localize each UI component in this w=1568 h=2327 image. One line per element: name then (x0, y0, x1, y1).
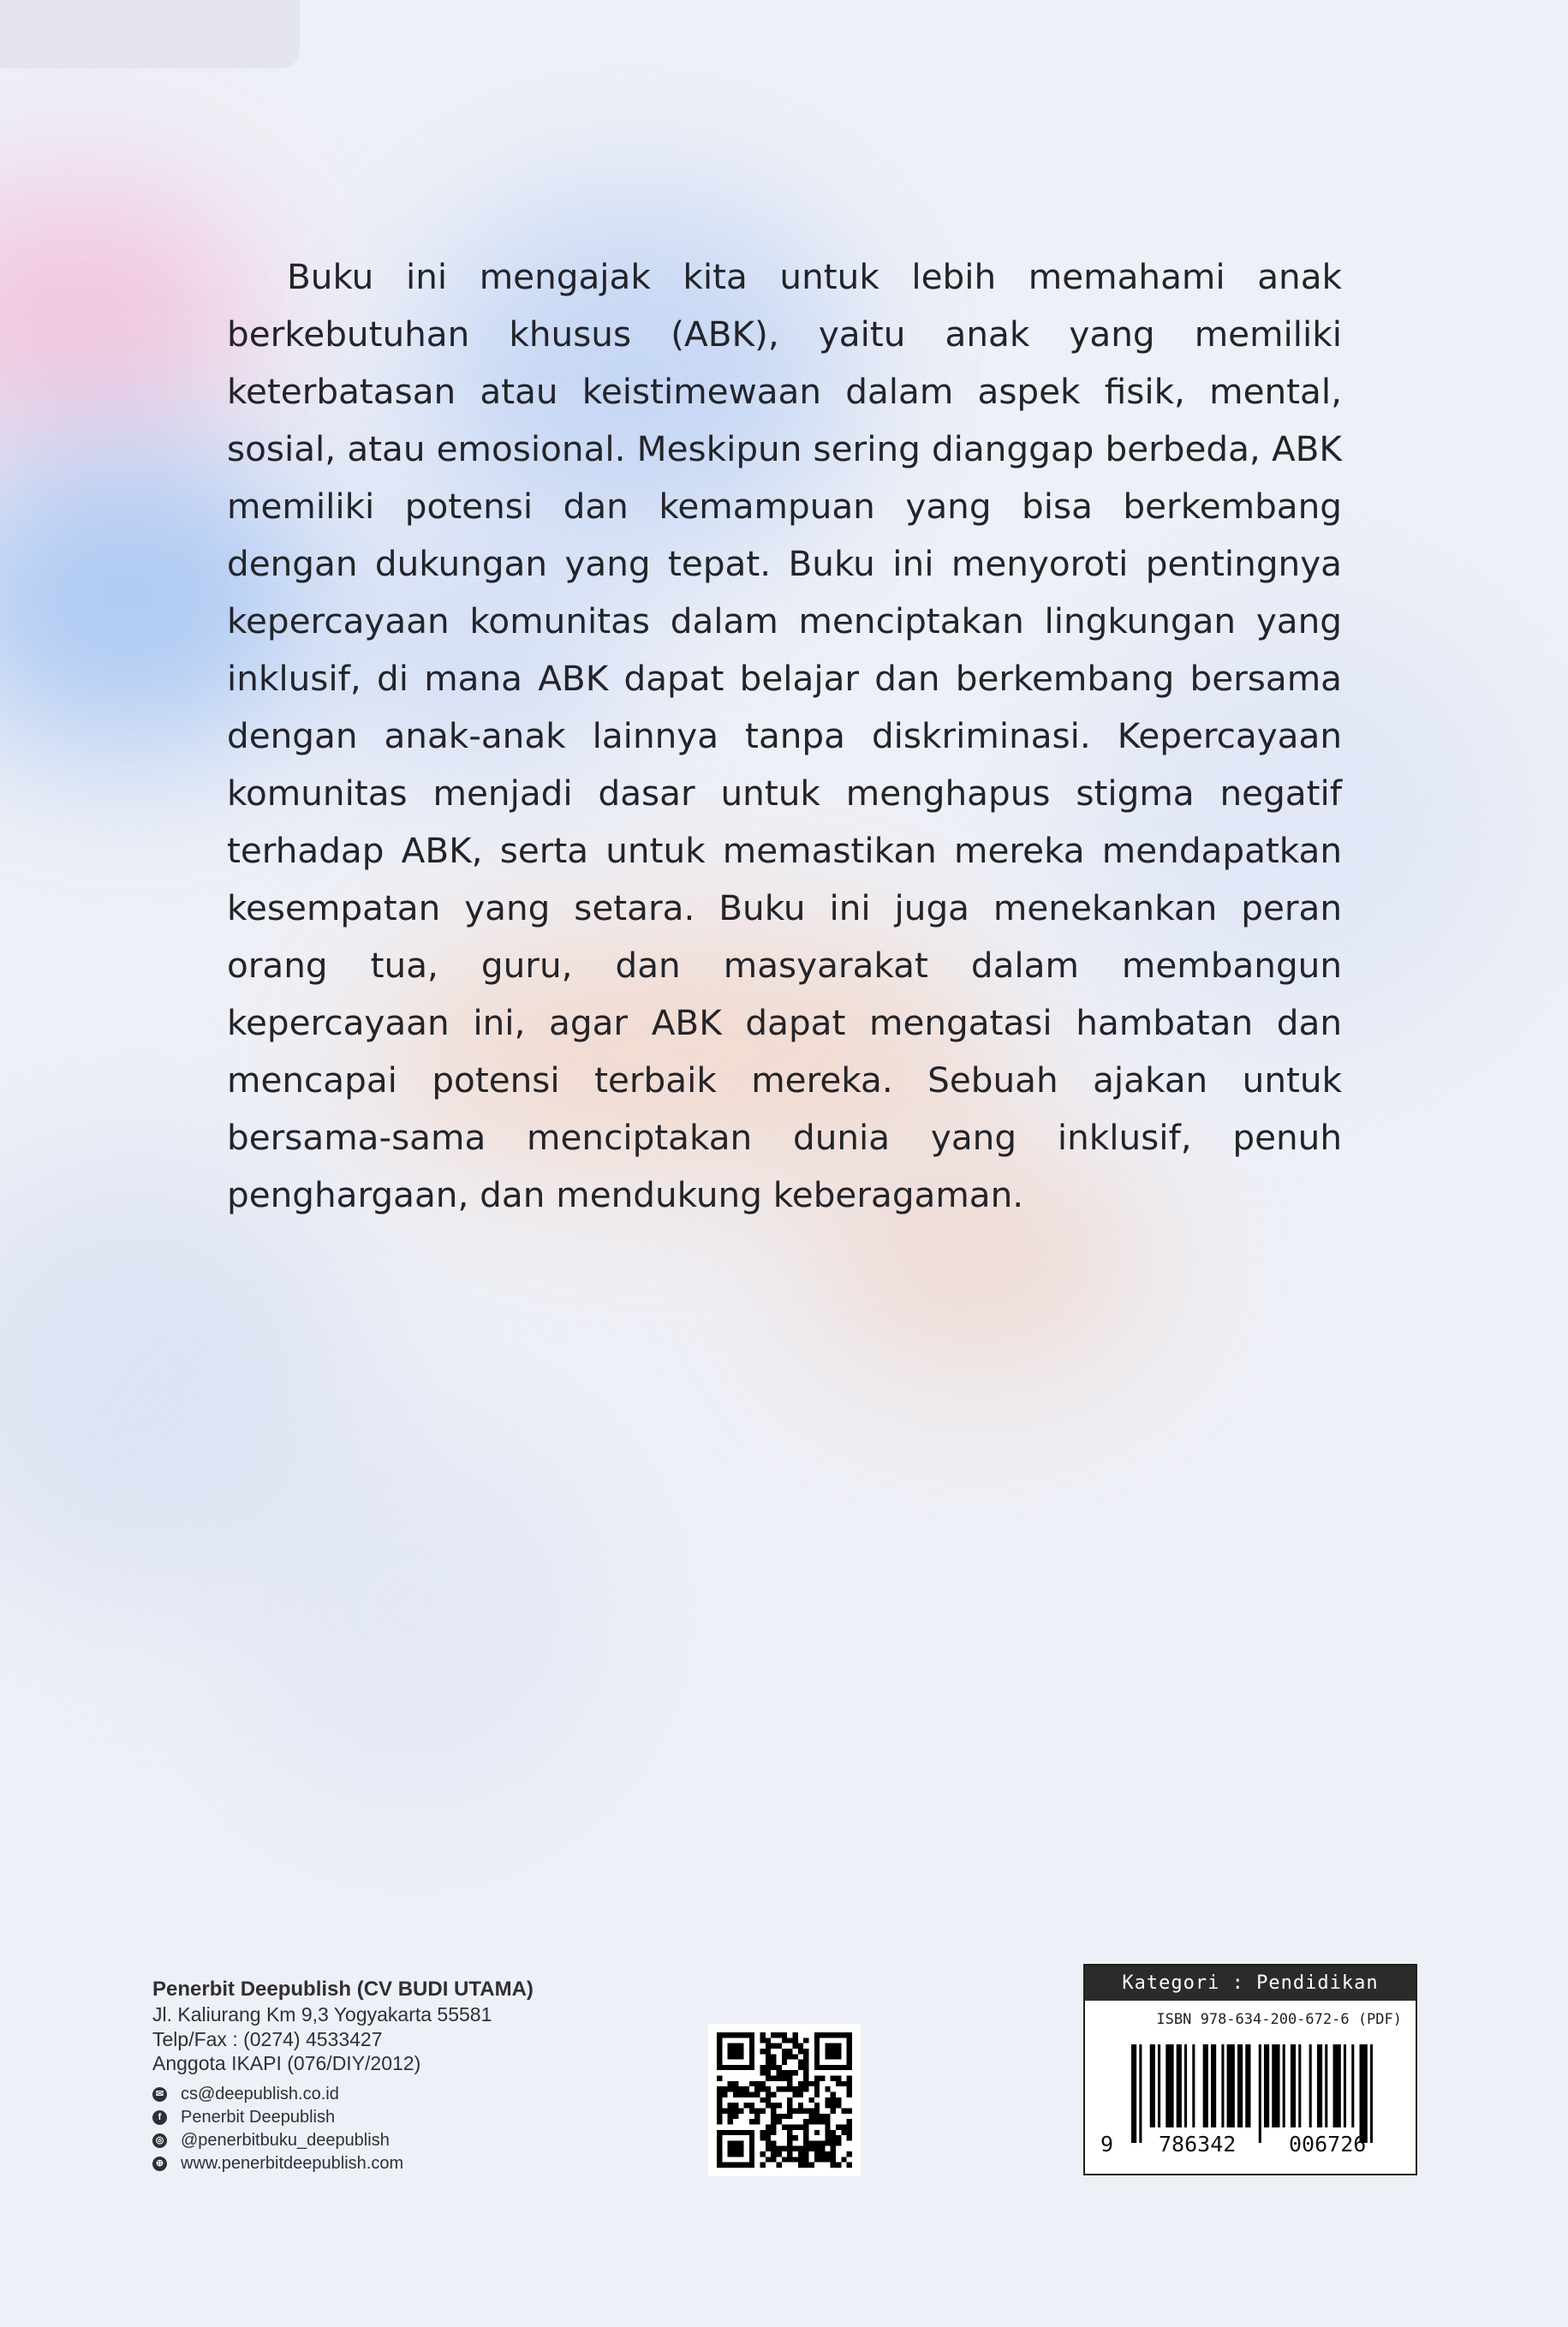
contact-website (152, 2152, 534, 2175)
contact-instagram (152, 2129, 534, 2152)
globe-icon: ⊕ (152, 2157, 167, 2171)
facebook-icon: f (152, 2110, 167, 2125)
contact-website-text: www.penerbitdeepublish.com (181, 2153, 404, 2173)
contact-list (152, 2083, 534, 2175)
qr-code (708, 2024, 861, 2176)
corner-tab (0, 0, 300, 69)
contact-facebook-text: Penerbit Deepublish (181, 2107, 336, 2127)
barcode-digit-group2: 006726 (1289, 2132, 1367, 2157)
barcode-bars (1131, 2044, 1373, 2143)
publisher-membership: Anggota IKAPI (076/DIY/2012) (152, 2052, 421, 2074)
category-label: Kategori : Pendidikan (1085, 1966, 1416, 2001)
instagram-icon: ◎ (152, 2133, 167, 2148)
email-icon: ✉ (152, 2087, 167, 2102)
publisher-info (152, 1977, 534, 2175)
barcode-digit-group1: 786342 (1159, 2132, 1237, 2157)
contact-email (152, 2083, 534, 2106)
qr-code-graphic (717, 2032, 852, 2168)
publisher-phone: Telp/Fax : (0274) 4533427 (152, 2027, 383, 2050)
contact-instagram-text: @penerbitbuku_deepublish (181, 2130, 390, 2150)
back-cover-blurb: Buku ini mengajak kita untuk lebih memahami anak berkebutuhan khusus (ABK), yaitu anak yang memiliki keterbatasan atau keistimewaan dalam aspek fisik, mental, sosial, atau emosional. Meskipun sering dianggap berbeda, ABK memiliki potensi dan kemampuan yang bisa berkembang dengan dukungan yang tepat. Buku ini menyoroti pentingnya kepercayaan komunitas dalam menciptakan lingkungan yang inklusif, di mana ABK dapat belajar dan berkembang bersama dengan anak-anak lainnya tanpa diskriminasi. Kepercayaan komunitas menjadi dasar untuk menghapus stigma negatif terhadap ABK, serta untuk memastikan mereka mendapatkan kesempatan yang setara. Buku ini juga menekankan peran orang tua, guru, dan masyarakat dalam membangun kepercayaan ini, agar ABK dapat mengatasi hambatan dan mencapai potensi terbaik mereka. Sebuah ajakan untuk bersama-sama menciptakan dunia yang inklusif, penuh penghargaan, dan mendukung keberagaman. (227, 256, 1342, 1215)
contact-email-text: cs@deepublish.co.id (181, 2084, 339, 2103)
isbn-text: ISBN 978-634-200-672-6 (PDF) (1156, 2011, 1402, 2028)
barcode-digit-first: 9 (1100, 2132, 1114, 2157)
publisher-address: Jl. Kaliurang Km 9,3 Yogyakarta 55581 (152, 2003, 492, 2026)
publisher-name: Penerbit Deepublish (CV BUDI UTAMA) (152, 1978, 534, 2001)
isbn-barcode-block (1083, 1964, 1417, 2175)
contact-facebook (152, 2106, 534, 2129)
barcode-digits (1085, 2132, 1416, 2166)
